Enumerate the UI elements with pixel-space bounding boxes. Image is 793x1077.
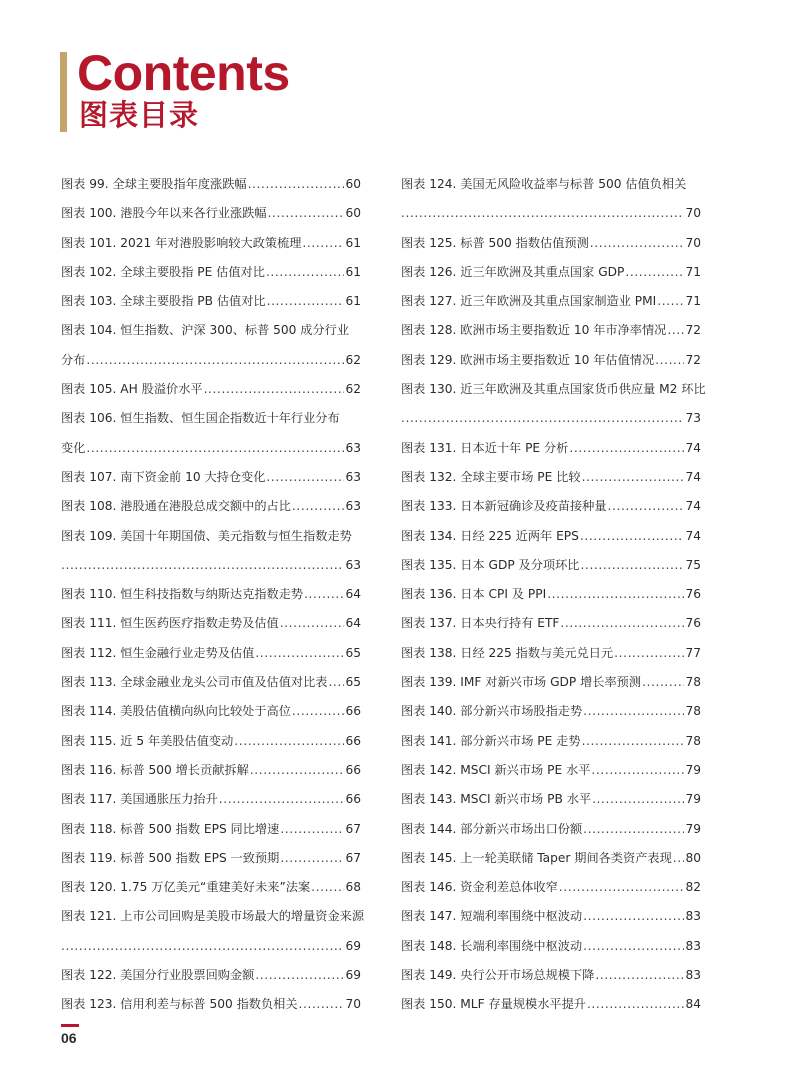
toc-entry[interactable] xyxy=(401,815,701,844)
toc-entry[interactable] xyxy=(401,902,701,931)
toc-entry[interactable] xyxy=(61,609,361,638)
toc-dot-leader xyxy=(255,961,344,990)
toc-entry-page: 65 xyxy=(345,675,361,690)
toc-entry[interactable] xyxy=(61,639,361,668)
toc-entry-page: 61 xyxy=(345,264,361,279)
toc-entry-page: 63 xyxy=(345,557,361,572)
toc-dot-leader xyxy=(591,756,684,785)
toc-entry[interactable] xyxy=(61,316,361,345)
toc-dot-leader xyxy=(255,639,344,668)
title-accent-bar xyxy=(60,52,67,132)
toc-entry[interactable] xyxy=(401,932,701,961)
toc-entry-label: 图表 110. 恒生科技指数与纳斯达克指数走势 xyxy=(61,587,304,602)
toc-entry-page: 69 xyxy=(345,968,361,983)
toc-entry[interactable] xyxy=(401,844,701,873)
toc-entry-page: 64 xyxy=(345,587,361,602)
toc-entry-label: 图表 132. 全球主要市场 PE 比较 xyxy=(401,469,581,484)
toc-entry-page: 72 xyxy=(685,323,701,338)
toc-dot-leader xyxy=(61,551,344,580)
toc-entry-label: 图表 103. 全球主要股指 PB 估值对比 xyxy=(61,294,266,309)
toc-entry-page: 66 xyxy=(345,704,361,719)
toc-entry[interactable] xyxy=(61,375,361,404)
toc-entry-page: 61 xyxy=(345,235,361,250)
toc-entry-label: 图表 123. 信用利差与标普 500 指数负相关 xyxy=(61,997,298,1012)
toc-entry-label: 图表 142. MSCI 新兴市场 PE 水平 xyxy=(401,762,591,777)
toc-entry-label: 图表 118. 标普 500 指数 EPS 同比增速 xyxy=(61,821,280,836)
toc-entry-label: 图表 102. 全球主要股指 PE 估值对比 xyxy=(61,264,265,279)
toc-entry-page: 70 xyxy=(685,206,701,221)
toc-entry-label: 图表 143. MSCI 新兴市场 PB 水平 xyxy=(401,792,592,807)
toc-entry-page: 84 xyxy=(685,997,701,1012)
toc-entry-label: 图表 145. 上一轮美联储 Taper 期间各类资产表现 xyxy=(401,850,672,865)
toc-entry-page: 73 xyxy=(685,411,701,426)
toc-entry-page: 75 xyxy=(685,557,701,572)
toc-dot-leader xyxy=(583,815,684,844)
toc-dot-leader xyxy=(667,316,684,345)
toc-dot-leader xyxy=(266,463,344,492)
toc-entry-page: 76 xyxy=(685,616,701,631)
toc-entry[interactable] xyxy=(61,932,361,961)
toc-left-column xyxy=(61,170,365,1020)
toc-entry-page: 64 xyxy=(345,616,361,631)
toc-entry[interactable] xyxy=(61,404,361,433)
toc-entry-label: 图表 147. 短端利率围绕中枢波动 xyxy=(401,909,583,924)
toc-entry-page: 62 xyxy=(345,382,361,397)
toc-entry[interactable] xyxy=(61,522,361,551)
toc-entry-page: 71 xyxy=(685,264,701,279)
toc-entry[interactable] xyxy=(401,551,701,580)
toc-dot-leader xyxy=(401,404,684,433)
toc-entry-page: 70 xyxy=(345,997,361,1012)
toc-entry[interactable] xyxy=(401,990,701,1019)
toc-entry-label: 图表 125. 标普 500 指数估值预测 xyxy=(401,235,589,250)
toc-right-column xyxy=(401,170,706,1020)
toc-entry-page: 63 xyxy=(345,499,361,514)
toc-entry-label: 图表 134. 日经 225 近两年 EPS xyxy=(401,528,579,543)
toc-entry[interactable] xyxy=(61,815,361,844)
toc-dot-leader xyxy=(234,727,344,756)
toc-dot-leader xyxy=(569,434,684,463)
toc-entry-page: 80 xyxy=(685,850,701,865)
toc-entry-page: 83 xyxy=(685,968,701,983)
toc-dot-leader xyxy=(625,258,684,287)
toc-dot-leader xyxy=(304,580,344,609)
toc-entry-label: 图表 104. 恒生指数、沪深 300、标普 500 成分行业 xyxy=(61,323,350,338)
toc-entry[interactable] xyxy=(401,258,701,287)
toc-dot-leader xyxy=(583,932,684,961)
toc-entry[interactable] xyxy=(61,346,361,375)
toc-entry-page: 83 xyxy=(685,938,701,953)
toc-entry[interactable] xyxy=(401,492,701,521)
toc-dot-leader xyxy=(268,199,345,228)
toc-entry-page: 60 xyxy=(345,177,361,191)
toc-dot-leader xyxy=(655,346,684,375)
toc-entry[interactable] xyxy=(61,844,361,873)
toc-entry-page: 62 xyxy=(345,352,361,367)
toc-entry-label: 图表 140. 部分新兴市场股指走势 xyxy=(401,704,583,719)
toc-entry[interactable] xyxy=(401,697,701,726)
toc-entry-label: 图表 130. 近三年欧洲及其重点国家货币供应量 M2 环比 xyxy=(401,382,706,397)
toc-entry-page: 63 xyxy=(345,469,361,484)
toc-entry-page: 68 xyxy=(345,880,361,895)
toc-entry-label: 图表 105. AH 股溢价水平 xyxy=(61,382,203,397)
toc-entry-label: 图表 113. 全球金融业龙头公司市值及估值对比表 xyxy=(61,675,328,690)
toc-dot-leader xyxy=(587,990,685,1019)
toc-entry-label: 图表 138. 日经 225 指数与美元兑日元 xyxy=(401,645,614,660)
toc-entry[interactable] xyxy=(401,346,701,375)
toc-entry-label: 图表 141. 部分新兴市场 PE 走势 xyxy=(401,733,581,748)
toc-dot-leader xyxy=(219,785,345,814)
toc-entry-label: 图表 128. 欧洲市场主要指数近 10 年市净率情况 xyxy=(401,323,667,338)
toc-entry[interactable] xyxy=(61,434,361,463)
toc-entry[interactable] xyxy=(61,990,361,1019)
toc-entry-label: 图表 139. IMF 对新兴市场 GDP 增长率预测 xyxy=(401,675,642,690)
toc-entry-label: 图表 146. 资金利差总体收窄 xyxy=(401,880,558,895)
toc-entry-page: 82 xyxy=(685,880,701,895)
page-title-chinese: 图表目录 xyxy=(79,98,200,132)
toc-dot-leader xyxy=(61,932,344,961)
toc-entry-page: 74 xyxy=(685,440,701,455)
toc-entry-page: 83 xyxy=(685,909,701,924)
toc-entry-page: 63 xyxy=(345,440,361,455)
toc-entry[interactable] xyxy=(61,873,361,902)
toc-entry-page: 79 xyxy=(685,792,701,807)
toc-dot-leader xyxy=(582,463,685,492)
toc-entry-page: 79 xyxy=(685,762,701,777)
toc-entry[interactable] xyxy=(401,580,701,609)
toc-dot-leader xyxy=(401,199,684,228)
toc-entry-label: 图表 109. 美国十年期国债、美元指数与恒生指数走势 xyxy=(61,528,352,543)
toc-entry-label: 图表 99. 全球主要股指年度涨跌幅 xyxy=(61,177,247,191)
toc-dot-leader xyxy=(608,492,685,521)
toc-dot-leader xyxy=(583,902,684,931)
toc-entry-page: 67 xyxy=(345,821,361,836)
toc-dot-leader xyxy=(328,668,344,697)
toc-dot-leader xyxy=(559,873,685,902)
toc-entry-label: 图表 148. 长端利率围绕中枢波动 xyxy=(401,938,583,953)
toc-entry-label: 图表 149. 央行公开市场总规模下降 xyxy=(401,968,595,983)
toc-entry-page: 67 xyxy=(345,850,361,865)
toc-dot-leader xyxy=(292,492,345,521)
toc-dot-leader xyxy=(673,844,685,873)
toc-dot-leader xyxy=(311,873,344,902)
toc-entry[interactable] xyxy=(401,199,701,228)
toc-dot-leader xyxy=(583,697,684,726)
toc-dot-leader xyxy=(250,756,345,785)
toc-dot-leader xyxy=(592,785,684,814)
toc-entry[interactable] xyxy=(61,258,361,287)
toc-dot-leader xyxy=(86,346,344,375)
toc-dot-leader xyxy=(614,639,684,668)
toc-entry[interactable] xyxy=(401,961,701,990)
toc-entry[interactable] xyxy=(401,434,701,463)
toc-entry-label: 图表 119. 标普 500 指数 EPS 一致预期 xyxy=(61,850,280,865)
toc-entry-page: 61 xyxy=(345,294,361,309)
toc-entry[interactable] xyxy=(61,492,361,521)
toc-entry[interactable] xyxy=(61,463,361,492)
toc-dot-leader xyxy=(299,990,345,1019)
toc-entry-page: 79 xyxy=(685,821,701,836)
toc-entry-label: 图表 133. 日本新冠确诊及疫苗接种量 xyxy=(401,499,607,514)
toc-dot-leader xyxy=(642,668,684,697)
toc-entry-label: 图表 144. 部分新兴市场出口份额 xyxy=(401,821,583,836)
toc-entry[interactable] xyxy=(401,522,701,551)
page-number-rule xyxy=(61,1024,79,1027)
toc-dot-leader xyxy=(204,375,345,404)
toc-entry[interactable] xyxy=(401,609,701,638)
toc-entry[interactable] xyxy=(401,316,701,345)
toc-dot-leader xyxy=(267,287,345,316)
toc-entry-page: 71 xyxy=(685,294,701,309)
toc-entry-label: 图表 135. 日本 GDP 及分项环比 xyxy=(401,557,580,572)
toc-entry-label: 图表 137. 日本央行持有 ETF xyxy=(401,616,560,631)
toc-entry-label: 图表 106. 恒生指数、恒生国企指数近十年行业分布 xyxy=(61,411,340,426)
toc-entry-label: 图表 122. 美国分行业股票回购金额 xyxy=(61,968,255,983)
toc-entry-page: 66 xyxy=(345,792,361,807)
toc-dot-leader xyxy=(86,434,344,463)
page-number: 06 xyxy=(61,1030,77,1046)
toc-entry-label: 变化 xyxy=(61,440,86,455)
page-title-english: Contents xyxy=(77,45,290,101)
toc-entry-label: 图表 121. 上市公司回购是美股市场最大的增量资金来源 xyxy=(61,909,365,924)
toc-entry-label: 图表 107. 南下资金前 10 大持仓变化 xyxy=(61,469,266,484)
toc-entry-page: 74 xyxy=(685,528,701,543)
toc-entry[interactable] xyxy=(401,375,706,404)
toc-entry-label: 图表 108. 港股通在港股总成交额中的占比 xyxy=(61,499,291,514)
toc-entry-label: 图表 115. 近 5 年美股估值变动 xyxy=(61,733,234,748)
toc-entry[interactable] xyxy=(61,229,361,258)
toc-dot-leader xyxy=(547,580,684,609)
toc-entry-page: 78 xyxy=(685,675,701,690)
toc-entry[interactable] xyxy=(61,199,361,228)
toc-entry[interactable] xyxy=(61,756,361,785)
toc-entry-page: 69 xyxy=(345,938,361,953)
toc-dot-leader xyxy=(302,229,344,258)
toc-dot-leader xyxy=(280,609,345,638)
toc-entry[interactable] xyxy=(401,785,701,814)
toc-entry[interactable] xyxy=(61,287,361,316)
toc-entry-label: 分布 xyxy=(61,352,86,367)
toc-entry[interactable] xyxy=(401,404,701,433)
toc-dot-leader xyxy=(248,170,345,199)
toc-entry-label: 图表 124. 美国无风险收益率与标普 500 估值负相关 xyxy=(401,177,687,191)
toc-entry[interactable] xyxy=(61,961,361,990)
toc-entry-page: 76 xyxy=(685,587,701,602)
toc-entry-label: 图表 126. 近三年欧洲及其重点国家 GDP xyxy=(401,264,625,279)
toc-entry-label: 图表 120. 1.75 万亿美元“重建美好未来”法案 xyxy=(61,880,311,895)
toc-entry-label: 图表 127. 近三年欧洲及其重点国家制造业 PMI xyxy=(401,294,657,309)
toc-entry-label: 图表 100. 港股今年以来各行业涨跌幅 xyxy=(61,206,267,221)
toc-entry-label: 图表 111. 恒生医药医疗指数走势及估值 xyxy=(61,616,279,631)
toc-entry-label: 图表 116. 标普 500 增长贡献拆解 xyxy=(61,762,249,777)
toc-entry[interactable] xyxy=(61,902,365,931)
toc-entry-page: 65 xyxy=(345,645,361,660)
toc-entry-label: 图表 101. 2021 年对港股影响较大政策梳理 xyxy=(61,235,302,250)
toc-entry-label: 图表 150. MLF 存量规模水平提升 xyxy=(401,997,586,1012)
toc-dot-leader xyxy=(582,727,685,756)
toc-dot-leader xyxy=(590,229,685,258)
toc-entry[interactable] xyxy=(61,551,361,580)
toc-entry-page: 74 xyxy=(685,469,701,484)
toc-entry-label: 图表 131. 日本近十年 PE 分析 xyxy=(401,440,569,455)
toc-dot-leader xyxy=(595,961,684,990)
toc-dot-leader xyxy=(280,815,344,844)
toc-entry-label: 图表 112. 恒生金融行业走势及估值 xyxy=(61,645,255,660)
toc-dot-leader xyxy=(560,609,684,638)
toc-dot-leader xyxy=(580,522,685,551)
toc-entry-page: 66 xyxy=(345,762,361,777)
toc-entry[interactable] xyxy=(61,697,361,726)
toc-entry[interactable] xyxy=(401,727,701,756)
toc-entry[interactable] xyxy=(401,287,701,316)
toc-entry[interactable] xyxy=(61,580,361,609)
toc-dot-leader xyxy=(266,258,345,287)
toc-entry[interactable] xyxy=(61,785,361,814)
toc-dot-leader xyxy=(657,287,684,316)
toc-entry-page: 78 xyxy=(685,733,701,748)
toc-entry[interactable] xyxy=(401,873,701,902)
toc-entry-page: 70 xyxy=(685,235,701,250)
toc-dot-leader xyxy=(581,551,685,580)
toc-entry-page: 78 xyxy=(685,704,701,719)
toc-entry-label: 图表 136. 日本 CPI 及 PPI xyxy=(401,587,547,602)
toc-dot-leader xyxy=(292,697,345,726)
toc-entry[interactable] xyxy=(61,668,361,697)
toc-entry[interactable] xyxy=(401,756,701,785)
toc-dot-leader xyxy=(280,844,344,873)
toc-entry-page: 60 xyxy=(345,206,361,221)
toc-entry[interactable] xyxy=(61,170,361,199)
toc-entry[interactable] xyxy=(401,463,701,492)
toc-entry-label: 图表 129. 欧洲市场主要指数近 10 年估值情况 xyxy=(401,352,655,367)
toc-entry[interactable] xyxy=(401,170,701,199)
toc-entry-page: 66 xyxy=(345,733,361,748)
toc-entry-page: 77 xyxy=(685,645,701,660)
toc-entry[interactable] xyxy=(401,639,701,668)
toc-entry-label: 图表 114. 美股估值横向纵向比较处于高位 xyxy=(61,704,291,719)
toc-entry-page: 72 xyxy=(685,352,701,367)
toc-entry[interactable] xyxy=(401,229,701,258)
toc-entry-label: 图表 117. 美国通胀压力抬升 xyxy=(61,792,218,807)
toc-entry[interactable] xyxy=(61,727,361,756)
toc-entry-page: 74 xyxy=(685,499,701,514)
toc-entry[interactable] xyxy=(401,668,701,697)
